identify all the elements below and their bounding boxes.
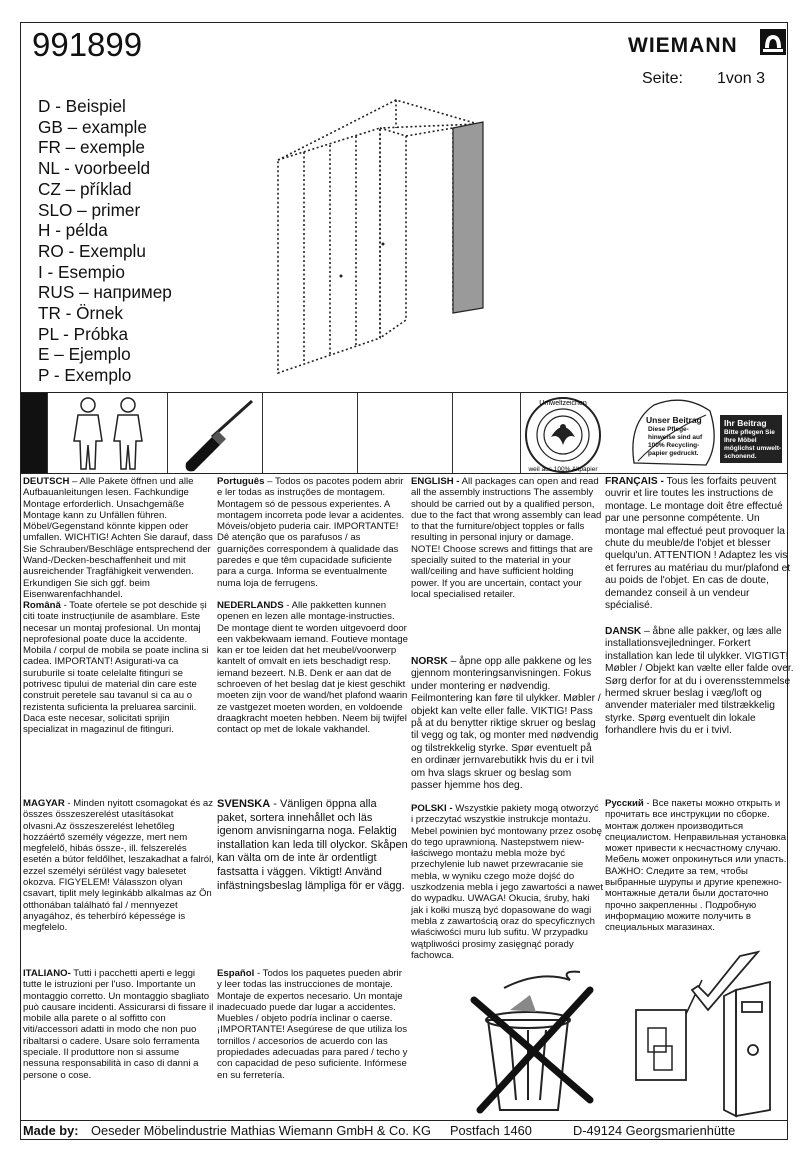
heading: POLSKI - <box>411 803 453 814</box>
document-number: 991899 <box>32 26 143 63</box>
heading: NORSK <box>411 656 448 667</box>
language-item: NL - voorbeeld <box>38 158 151 179</box>
body: Tous les forfaits peuvent ouvrir et lire toutes les instructions de montage. Le montage doit être effectué par une personne compétente. Un montage mal effectué peut provoquer la chute du meuble/de l'objet et blesser quelqu'un. ATTENTION ! Adaptez les vis et ferrures au matériau du mur/plafond et au poids de l'objet. En cas de doute, demandez conseil à un vendeur spécialisé. <box>605 476 791 612</box>
page-label: Seite: <box>642 70 683 87</box>
beitrag-cell <box>624 393 787 473</box>
language-item: RUS – например <box>38 282 172 303</box>
language-item: SLO – primer <box>38 199 141 220</box>
postfach: Postfach 1460 <box>450 1123 532 1138</box>
address: D-49124 Georgsmarienhütte <box>573 1123 736 1138</box>
heading: Español <box>217 968 255 979</box>
body: - Alle pakketten kunnen openen en lezen alle montage-instructies. De montage dient te worden uitgevoerd door een vakbekwaam iemand. Foutieve montage kan er toe leiden dat het meubel/voorwerp kantelt of omvalt en iets beschadigt resp. iemand bezeert. N.B. Denk er aan dat de schroeven of het beslag dat je kiest geschikt moeten zijn voor de wand/het plafond waarin ze vastgezet moeten worden, en voldoende draagkracht moeten hebben. Neem bij twijfel contact op met de lokale vakhandel. <box>217 600 408 736</box>
disposal-illustration <box>440 950 780 1118</box>
block-russkiy <box>605 798 797 934</box>
two-persons-icon <box>48 393 168 473</box>
body: - Toate ofertele se pot deschide și citi toate instrucțiunile de asamblare. Este necesar un montaj profesional. Un montaj neprofesional poate duce la accidente. Mobila / corpul de mobila se poate inclina si cadea. IMPORTANT! Asigurati-va ca suruburile si toate celelalte fitinguri se potrivesc tipului de material din care este construit peretele sau tavanul si ca au o rezistenta suficienta la preluarea sarcinii. Daca este necesar, solicitati sprijin specializat in magazinul de fitinguri. <box>23 600 209 736</box>
body: – åpne opp alle pakkene og les gjennom monteringsanvisningen. Fokus under montering er nødvendig. Feilmontering kan føre til ulykker. Møbler / objekt kan velte eller falle. VIKTIG! Pass på at du benytter riktige skruer og beslag til vegg og tak, og monter med nødvendig og tilstrekkelig styrke. Spør eventuelt på en ordinær jernvarebutikk hvis du er i tvil om hva slags skruer og beslag som passer hjemme hos deg. <box>411 656 601 792</box>
svg-text:weil aus 100% Altpapier: weil aus 100% Altpapier <box>528 466 598 473</box>
made-by-label: Made by: <box>23 1123 79 1138</box>
language-item: RO - Exemplu <box>38 240 146 261</box>
block-italiano <box>23 968 215 1081</box>
body: Tutti i pacchetti aperti e leggi tutte le istruzioni per l'uso. Importante un montaggio corretto. Un montaggio sbagliato può causare incidenti. Assicurarsi di fissare il mobile alla parete o al soffitto con viti/accessori adatti in modo che non puo ribaltarsi o cadere. Usare solo ferramenta speciale. Il produttore non si assume nessuna responsabilità in caso di danni a persone o cose. <box>23 968 214 1081</box>
body: – Todos os pacotes podem abrir e ler todas as instruções de montagem. Montagem só de pessous experientes. A montagem incorreta pode levar a acidentes. Móveis/objeto puderia cair. IMPORTANTE! Dê atenção que os parafusos / as guarnições correspondem à qualidade das paredes e que têm cupacidade suficiente para a curga. Informa se eventualmente numa loja de ferrugens. <box>217 476 405 589</box>
body: – åbne alle pakker, og læs alle installationsvejledninger. Forkert installation kan lede til ulykker. VIGTIGT! Møbler / Objekt kan vælte eller falde over. Sørg derfor for at du i overensstemmelse hermed skruer beslag i væg/loft og anvender materialer med tilstrækkelig styrke. Spørg eventuelt din lokale forhandlere hvis du er i tvivl. <box>605 626 794 737</box>
language-item: CZ – příklad <box>38 178 132 199</box>
body: Wszystkie pakiety mogą otworzyć i przeczytać wszystkie instrukcje montażu. Mebel powinien być montowany przez osobę do tego uprawnioną. Nastepstwem niew-łaściwego montażu mebla może być przechylenie lub nawet przewracanie sie mebla, w wyniku czego może dojść do uszkodzenia mebla i jego zawartości a nawet do wypadku. UWAGA! Okucia, śruby, haki jak i kołki muszą być dopasowane do wagi mebla z zawartością oraz do specyficznych właściwości muru lub sufitu. W przypadku wątpliwości prosimy zasięgnąć porady fachowca. <box>411 803 603 961</box>
language-item: P - Exemplo <box>38 365 132 386</box>
beitrag-right-title: Ihr Beitrag <box>724 418 767 428</box>
heading: NEDERLANDS <box>217 600 284 611</box>
heading: DEUTSCH <box>23 476 70 487</box>
svg-text:Umweltzeichen: Umweltzeichen <box>539 400 587 407</box>
block-nederlands <box>217 600 409 736</box>
heading: Română <box>23 600 61 611</box>
body: All packages can open and read all the assembly instructions The assembly should be carried out by a qualified person, due to the fact that wrong assembly can lead to that the furniture/object topples or falls resulting in personal injury or damage. NOTE! Choose screws and fittings that are specially suited to the material in your wall/ceiling and have sufficient holding power. If you are uncertain, contact your local specialised retailer. <box>411 476 602 600</box>
block-svenska <box>217 798 409 893</box>
page-value: 1von 3 <box>717 70 766 87</box>
block-dansk <box>605 626 797 738</box>
heading: FRANÇAIS - <box>605 476 664 487</box>
beitrag-left-title: Unser Beitrag <box>646 415 702 425</box>
block-portugues <box>217 476 409 589</box>
page-indicator <box>642 70 766 88</box>
language-item: PL - Próbka <box>38 323 129 344</box>
beitrag-right-text: Bitte pflegen Sie Ihre Möbel möglichst umwelt-schonend. <box>724 429 782 460</box>
icon-row <box>21 392 787 474</box>
wiemann-logo-icon <box>759 28 787 56</box>
brand-name: WIEMANN <box>628 34 738 57</box>
two-persons-cell <box>48 393 168 473</box>
screwdriver-cell <box>168 393 263 473</box>
beitrag-left-text: Diese Pflege-hinweise sind auf 100% Recycling-papier gedruckt. <box>648 426 703 457</box>
block-magyar <box>23 798 215 934</box>
language-item: GB – example <box>38 116 147 137</box>
block-english <box>411 476 603 600</box>
company-name: Oeseder Möbelindustrie Mathias Wiemann GmbH & Co. KG <box>91 1123 431 1138</box>
heading: SVENSKA <box>217 798 271 810</box>
empty-cell <box>453 393 521 473</box>
language-item: H - példa <box>38 220 108 241</box>
block-polski <box>411 803 603 961</box>
block-romana <box>23 600 215 736</box>
language-item: FR – exemple <box>38 137 145 158</box>
heading: Português <box>217 476 265 487</box>
heading: DANSK <box>605 626 642 637</box>
language-item: D - Beispiel <box>38 96 126 116</box>
block-espanol <box>217 968 409 1081</box>
heading: MAGYAR <box>23 798 65 809</box>
screwdriver-icon <box>168 393 263 473</box>
umweltzeichen-cell <box>521 393 624 473</box>
heading: ENGLISH - <box>411 476 460 487</box>
wardrobe-illustration <box>268 88 508 383</box>
body: - Vänligen öppna alla paket, sortera innehållet och läs igenom anvisningarna noga. Felaktig installation kan leda till olyckor. Skåpen kan välta om de inte är ordentligt fastsatta i väggen. Viktigt! Använd infästningsbeslag lämpliga för er vägg. <box>217 798 408 892</box>
body: – Alle Pakete öffnen und alle Aufbauanleitungen lesen. Fachkundige Montage erforderlich. Unsachgemäße Montage kann zu Unfällen führen. Möbel/Gegenstand könnte kippen oder umfallen. WICHTIG! Achten Sie darauf, dass Sie Schrauben/Beschläge entsprechend der Wand-/Decken-beschaffenheit und mit ausreichender Tragfähigkeit verwenden. Erkundigen Sie sich ggf. beim Eisenwarenfachhandel. <box>23 476 213 600</box>
body: - Все пакеты можно открыть и прочитать все инструкции по сборке. монтаж должен производиться специалистом. Неправильная установка может привести к несчастному случаю. Мебель может опрокинуться или упасть. ВАЖНО: Следите за тем, чтобы выбранные шурупы и другие крепежно-монтажные детали были достаточно прочно закрепленны . Подробную информацию можите получить в специальных магазинах. <box>605 798 787 934</box>
black-cell <box>21 393 48 473</box>
language-item: I - Esempio <box>38 261 125 282</box>
block-deutsch <box>23 476 215 600</box>
footer <box>21 1120 787 1138</box>
body: - Minden nyitott csomagokat és az összes összeszerelést utasításokat olvasni.Az összeszerelést lehetőleg hozzáértő személy végezze, mert nem megfelelő, hibás össze-, ill. felszerelés esetén a bútor feldőlhet, leszakadhat a falról, ezzel személyi sérülést vagy balesetet okozva. FIGYELEM! Válasszon olyan csavart, tiplit mely leginkább alkalmas az Ön otthonában található fal / mennyezet anyagához, és teherbíró képessége is megfelelo. <box>23 798 214 934</box>
body: - Todos los paquetes pueden abrir y leer todas las instrucciones de montaje. Montaje de expertos necesario. Un montaje inadecuado puede dar lugar a accidentes. Muebles / objeto podría inclinar o caerse. ¡IMPORTANTE! Asegúrese de que utiliza los tornillos / accesorios de acuerdo con las propiedades adecuadas para pared / techo y con capacidad de peso suficiente. Infórmese en su ferretería. <box>217 968 408 1081</box>
block-norsk <box>411 656 603 792</box>
language-list <box>38 96 172 386</box>
language-item: E – Ejemplo <box>38 344 131 365</box>
language-item: TR - Örnek <box>38 303 123 324</box>
heading: ITALIANO- <box>23 968 71 979</box>
empty-cell <box>263 393 358 473</box>
heading: Русский <box>605 798 644 809</box>
block-francais <box>605 476 797 612</box>
blue-angel-eco-icon <box>521 393 624 473</box>
empty-cell <box>358 393 453 473</box>
